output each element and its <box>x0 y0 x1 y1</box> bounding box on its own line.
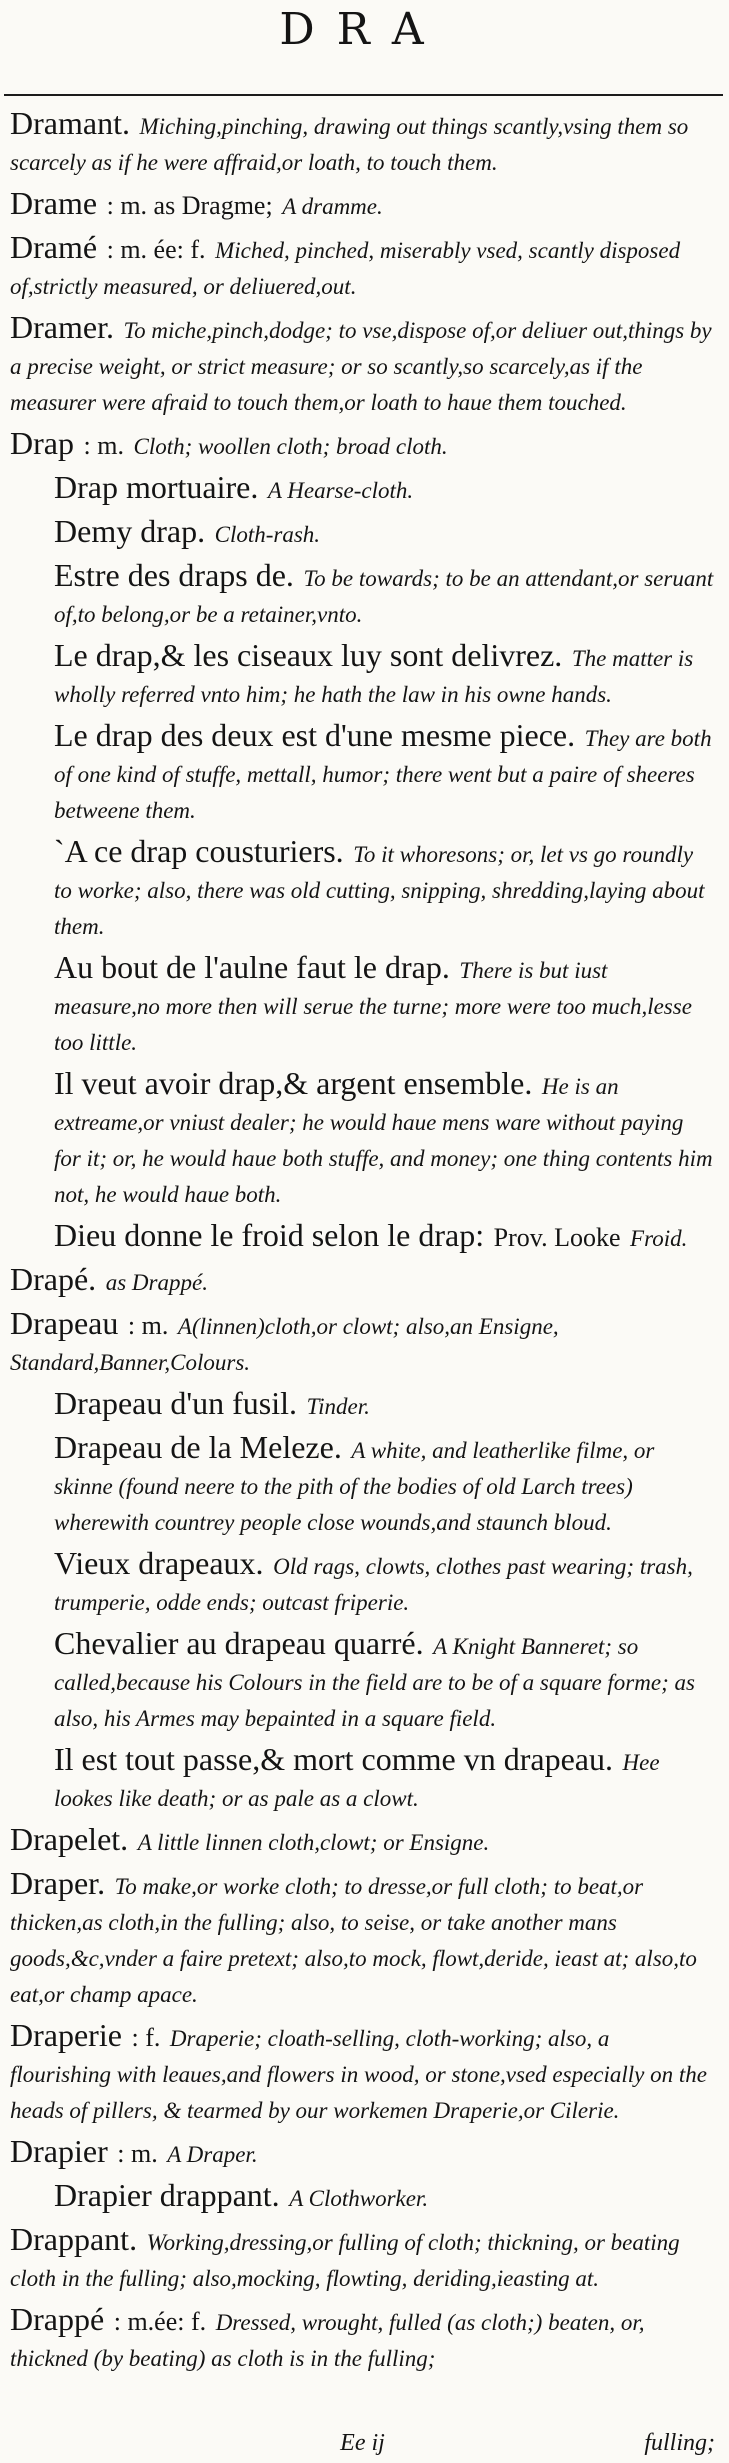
entry-headword: Drappant. <box>10 2221 138 2257</box>
entry-headword: Dramer. <box>10 309 114 345</box>
entry-grammar: : f. <box>131 2023 161 2052</box>
entry-definition: Working,dressing,or fulling of cloth; thickning, or beating cloth in the fulling; also,mocking, flowting, deriding,ieasting at. <box>10 2230 680 2291</box>
entry-headword: Drapé. <box>10 1261 97 1297</box>
entry-headword: Chevalier au drapeau quarré. <box>54 1625 424 1661</box>
entry-headword: Drapier <box>10 2133 108 2169</box>
entry-definition: To miche,pinch,dodge; to vse,dispose of,or deliuer out,things by a precise weight, or strict measure; or so scantly,so scarcely,as if the measurer were afraid to touch them,or loath to haue them touched. <box>10 318 712 415</box>
entry-headword: Dramé <box>10 229 98 265</box>
entry-definition: He is an extreame,or vniust dealer; he would haue mens ware without paying for it; or, he would haue both stuffe, and money; one thing contents him not, he would haue both. <box>54 1074 713 1207</box>
entry-headword: Drap <box>10 425 74 461</box>
dictionary-entry <box>54 1218 715 1256</box>
entry-definition: Miching,pinching, drawing out things scantly,vsing them so scarcely as if he were affraid,or loath, to touch them. <box>10 114 689 175</box>
dictionary-entry <box>54 470 715 508</box>
dictionary-entry <box>54 1430 715 1540</box>
entry-definition: There is but iust measure,no more then will serue the turne; more were too much,lesse too little. <box>54 958 692 1055</box>
entry-headword: Dieu donne le froid selon le drap: <box>54 1217 485 1253</box>
entry-headword: Demy drap. <box>54 513 206 549</box>
dictionary-entry <box>54 718 715 828</box>
entry-definition: as Drappé. <box>105 1270 208 1295</box>
signature-mark: Ee ij <box>340 2430 385 2456</box>
entry-grammar: : m.ée: f. <box>113 2307 207 2336</box>
entry-definition: To be towards; to be an attendant,or seruant of,to belong,or be a retainer,vnto. <box>54 566 714 627</box>
dictionary-entry <box>10 2222 715 2296</box>
dictionary-entry <box>54 1546 715 1620</box>
entry-headword: Drappé <box>10 2301 105 2337</box>
dictionary-entry <box>54 638 715 712</box>
dictionary-entry <box>54 1386 715 1424</box>
entry-definition: Cloth-rash. <box>214 522 321 547</box>
dictionary-entry <box>10 1822 715 1860</box>
entry-headword: Drapeau <box>10 1305 119 1341</box>
page-title: DRA <box>279 4 446 55</box>
entry-headword: Dramant. <box>10 105 130 141</box>
entry-headword: Drame <box>10 185 98 221</box>
entry-list <box>10 106 715 2382</box>
entry-headword: Vieux drapeaux. <box>54 1545 264 1581</box>
entry-headword: Draper. <box>10 1865 106 1901</box>
dictionary-entry <box>10 1306 715 1380</box>
entry-definition: Miched, pinched, miserably vsed, scantly disposed of,strictly measured, or deliuered,out. <box>10 238 681 299</box>
dictionary-entry <box>54 950 715 1060</box>
entry-definition: They are both of one kind of stuffe, mettall, humor; there went but a paire of sheeres betweene them. <box>54 726 712 823</box>
entry-headword: Au bout de l'aulne faut le drap. <box>54 949 450 985</box>
entry-headword: Il est tout passe,& mort comme vn drapeau. <box>54 1741 613 1777</box>
entry-grammar: Prov. Looke <box>493 1223 621 1252</box>
entry-grammar: : m. <box>117 2139 158 2168</box>
entry-definition: A Knight Banneret; so called,because his Colours in the field are to be of a square forme; as also, his Armes may bepainted in a square field. <box>54 1634 695 1731</box>
entry-definition: The matter is wholly referred vnto him; he hath the law in his owne hands. <box>54 646 694 707</box>
dictionary-entry <box>54 1742 715 1816</box>
dictionary-entry <box>54 2178 715 2216</box>
catchword: fulling; <box>644 2430 715 2456</box>
dictionary-entry <box>54 514 715 552</box>
entry-definition: Froid. <box>630 1226 688 1251</box>
entry-definition: Draperie; cloath-selling, cloth-working; also, a flourishing with leaues,and flowers in wood, or stone,vsed especially on the heads of pillers, & tearmed by our workemen Draperie,or Cilerie. <box>10 2026 707 2123</box>
entry-definition: Dressed, wrought, fulled (as cloth;) beaten, or, thickned (by beating) as cloth is in the fulling; <box>10 2310 645 2371</box>
dictionary-entry <box>10 2134 715 2172</box>
dictionary-entry <box>54 834 715 944</box>
dictionary-entry <box>10 230 715 304</box>
dictionary-entry <box>10 1866 715 2012</box>
entry-headword: Drapeau d'un fusil. <box>54 1385 298 1421</box>
entry-definition: A dramme. <box>282 194 383 219</box>
entry-definition: A Hearse-cloth. <box>267 478 414 503</box>
entry-headword: Drapier drappant. <box>54 2177 280 2213</box>
dictionary-entry <box>54 558 715 632</box>
dictionary-entry <box>10 1262 715 1300</box>
entry-definition: A(linnen)cloth,or clowt; also,an Ensigne, Standard,Banner,Colours. <box>10 1314 559 1375</box>
entry-headword: Le drap,& les ciseaux luy sont delivrez. <box>54 637 563 673</box>
entry-headword: `A ce drap cousturiers. <box>54 833 344 869</box>
page-footer <box>10 2427 715 2457</box>
entry-grammar: : m. ée: f. <box>106 235 206 264</box>
entry-definition: To it whoresons; or, let vs go roundly to worke; also, there was old cutting, snipping, shredding,laying about them. <box>54 842 705 939</box>
dictionary-entry <box>10 186 715 224</box>
entry-headword: Draperie <box>10 2017 122 2053</box>
dictionary-entry <box>10 2018 715 2128</box>
header-rule <box>4 94 723 96</box>
entry-definition: A Draper. <box>167 2142 258 2167</box>
entry-headword: Drapeau de la Meleze. <box>54 1429 342 1465</box>
entry-definition: A little linnen cloth,clowt; or Ensigne. <box>137 1830 490 1855</box>
entry-headword: Drapelet. <box>10 1821 129 1857</box>
entry-definition: To make,or worke cloth; to dresse,or full cloth; to beat,or thicken,as cloth,in the fulling; also, to seise, or take another mans goods,&c,vnder a faire pretext; also,to mock, flowt,deride, ieast at; also,to eat,or champ apace. <box>10 1874 697 2007</box>
entry-definition: Old rags, clowts, clothes past wearing; trash, trumperie, odde ends; outcast friperie. <box>54 1554 693 1615</box>
entry-headword: Drap mortuaire. <box>54 469 259 505</box>
dictionary-entry <box>10 2302 715 2376</box>
dictionary-entry <box>54 1626 715 1736</box>
entry-headword: Il veut avoir drap,& argent ensemble. <box>54 1065 533 1101</box>
entry-grammar: : m. <box>127 1311 169 1340</box>
dictionary-entry <box>10 106 715 180</box>
entry-definition: Tinder. <box>306 1394 370 1419</box>
dictionary-entry <box>10 426 715 464</box>
entry-grammar: : m. <box>83 431 124 460</box>
entry-definition: Cloth; woollen cloth; broad cloth. <box>133 434 448 459</box>
entry-definition: A white, and leatherlike filme, or skinne (found neere to the pith of the bodies of old Larch trees) wherewith countrey people close wounds,and staunch bloud. <box>54 1438 655 1535</box>
entry-definition: A Clothworker. <box>289 2186 429 2211</box>
entry-grammar: : m. as Dragme; <box>106 191 273 220</box>
dictionary-entry <box>10 310 715 420</box>
entry-definition: Hee lookes like death; or as pale as a clowt. <box>54 1750 660 1811</box>
entry-headword: Estre des draps de. <box>54 557 294 593</box>
entry-headword: Le drap des deux est d'une mesme piece. <box>54 717 576 753</box>
dictionary-entry <box>54 1066 715 1212</box>
